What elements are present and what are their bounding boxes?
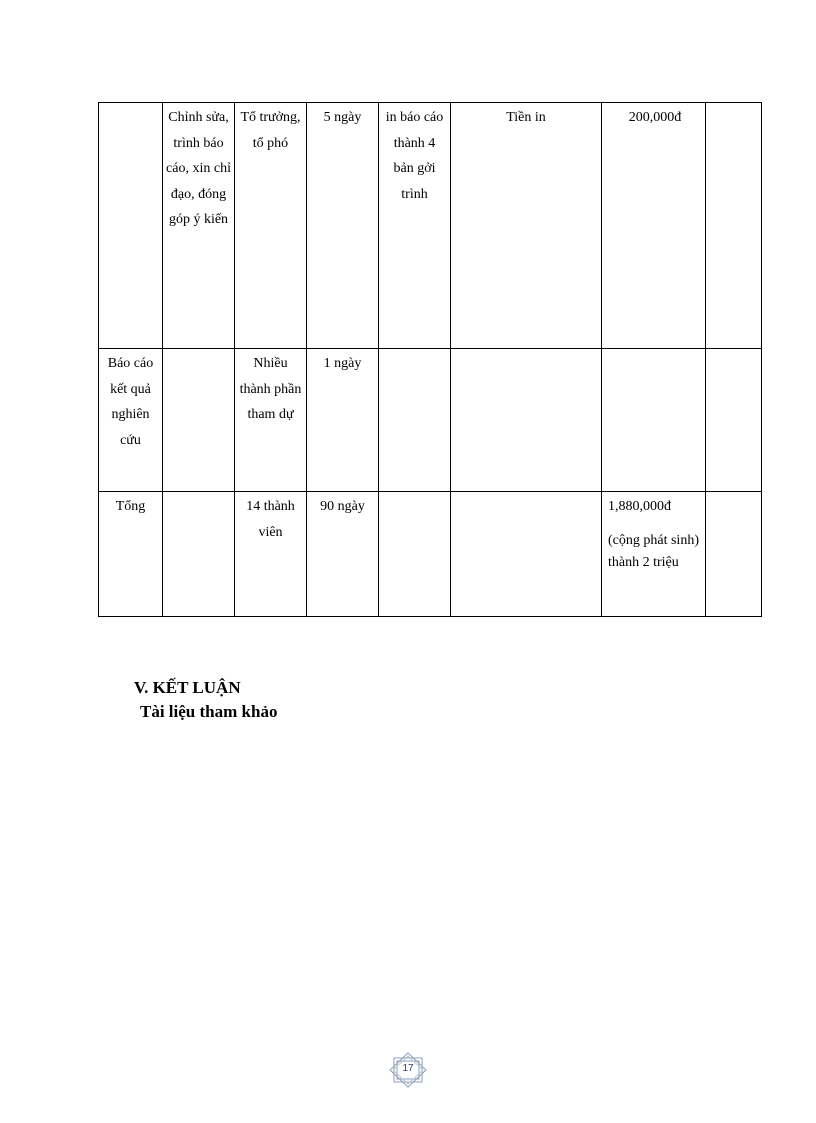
amount-note: (cộng phát sinh) thành 2 triệu — [608, 532, 699, 570]
total-amount: 1,880,000đ — [608, 499, 671, 514]
table-cell — [451, 349, 602, 492]
table-cell: Tổng — [99, 492, 163, 617]
table-cell: Nhiều thành phần tham dự — [235, 349, 307, 492]
table-cell: Tổ trưởng, tổ phó — [235, 103, 307, 349]
section-heading: V. KẾT LUẬN — [134, 678, 241, 697]
table-row — [99, 103, 762, 349]
table-cell: in báo cáo thành 4 bản gởi trình — [379, 103, 451, 349]
table-cell — [706, 492, 762, 617]
amount-value: 200,000đ — [628, 110, 682, 125]
table-cell — [451, 492, 602, 617]
table-cell: Tiền in — [451, 103, 602, 349]
budget-table — [98, 102, 762, 617]
table-cell — [379, 349, 451, 492]
table-row — [99, 492, 762, 617]
table-cell: 90 ngày — [307, 492, 379, 617]
table-cell: 14 thành viên — [235, 492, 307, 617]
table-cell — [379, 492, 451, 617]
page-number-badge — [388, 1052, 428, 1088]
section-subheading: Tài liệu tham khảo — [140, 702, 278, 721]
table-cell — [602, 103, 706, 349]
table-cell — [99, 103, 163, 349]
table-cell — [706, 349, 762, 492]
table-cell: Báo cáo kết quả nghiên cứu — [99, 349, 163, 492]
table-cell — [163, 349, 235, 492]
table-cell — [163, 492, 235, 617]
table-cell — [602, 492, 706, 617]
table-cell: 5 ngày — [307, 103, 379, 349]
table-cell — [706, 103, 762, 349]
table-cell — [602, 349, 706, 492]
page-number: 17 — [402, 1063, 414, 1074]
table-cell: 1 ngày — [307, 349, 379, 492]
table-cell: Chỉnh sửa, trình báo cáo, xin chỉ đạo, đóng góp ý kiến — [163, 103, 235, 349]
table-row — [99, 349, 762, 492]
